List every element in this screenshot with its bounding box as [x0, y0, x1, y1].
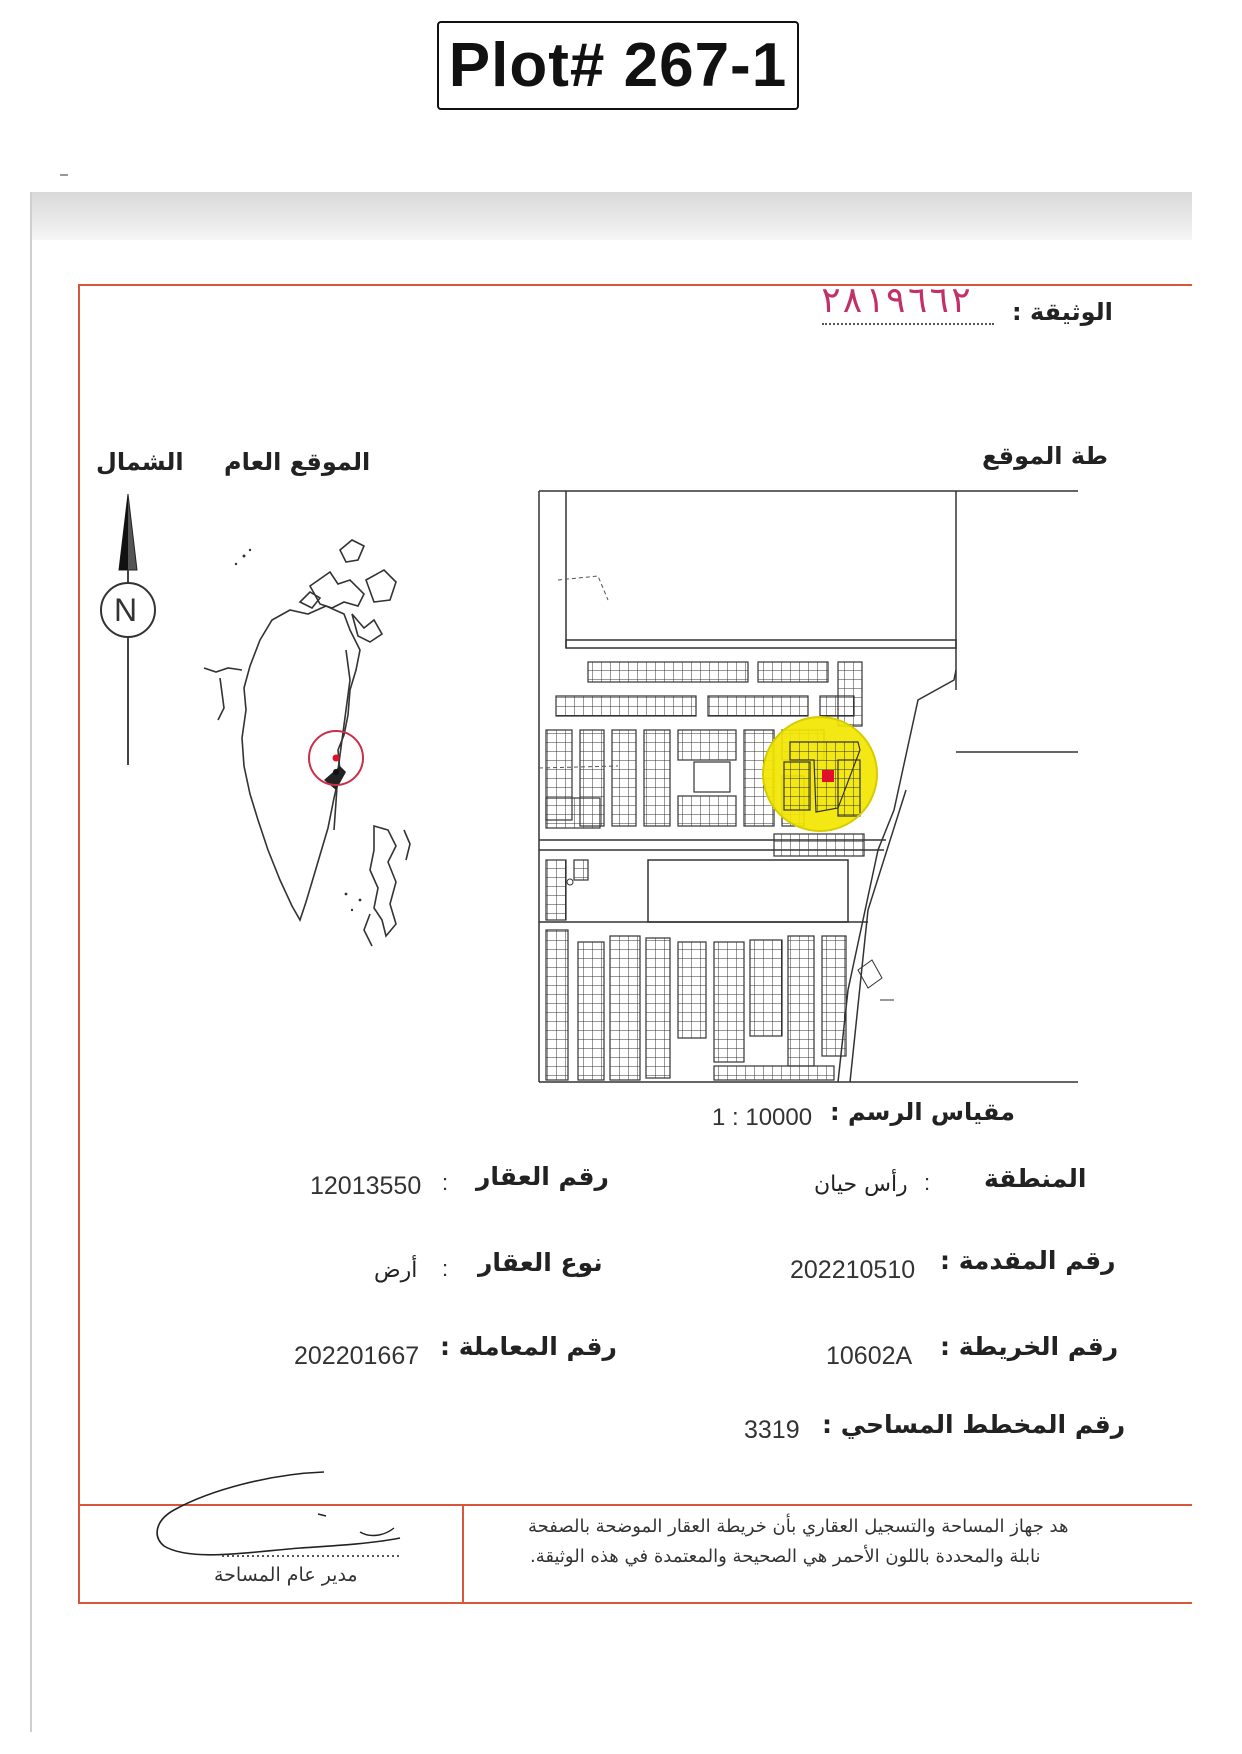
map-number-value: 10602A: [826, 1342, 913, 1370]
transaction-number-label: رقم المعاملة :: [440, 1332, 617, 1361]
area-label: المنطقة: [984, 1164, 1087, 1193]
general-location-heading: الموقع العام: [224, 448, 371, 476]
property-number-label: رقم العقار: [476, 1162, 609, 1191]
scale-value: 1 : 10000: [712, 1104, 813, 1131]
property-type-label: نوع العقار: [478, 1248, 603, 1277]
property-number-separator: :: [442, 1170, 449, 1195]
document-number: ٢٨١٩٦٦٢: [820, 280, 972, 321]
document-number-dotted-line: [822, 323, 994, 325]
property-type-value: أرض: [374, 1258, 418, 1283]
signature: [150, 1462, 410, 1562]
north-letter: N: [114, 592, 138, 628]
property-type-separator: :: [442, 1256, 449, 1281]
area-separator: :: [924, 1170, 931, 1195]
property-number-value: 12013550: [310, 1172, 422, 1200]
location-map-heading: طة الموقع: [982, 442, 1108, 470]
document-label: الوثيقة :: [1012, 298, 1113, 326]
footer-column-divider: [462, 1504, 464, 1602]
application-number-value: 202210510: [790, 1256, 916, 1284]
scan-mark: [60, 174, 68, 176]
north-heading: الشمال: [96, 448, 184, 476]
scale-label: مقياس الرسم :: [830, 1098, 1015, 1126]
signatory-title: مدير عام المساحة: [214, 1564, 358, 1586]
map-number-label: رقم الخريطة :: [940, 1332, 1119, 1361]
scan-edge-line: [30, 192, 32, 1732]
certification-line-1: هد جهاز المساحة والتسجيل العقاري بأن خريطة العقار الموضحة بالصفحة: [528, 1516, 1069, 1537]
certification-line-2: نابلة والمحددة باللون الأحمر هي الصحيحة والمعتمدة في هذه الوثيقة.: [530, 1546, 1041, 1567]
application-number-label: رقم المقدمة :: [940, 1246, 1116, 1275]
area-value: رأس حيان: [814, 1172, 908, 1197]
survey-plan-label: رقم المخطط المساحي :: [822, 1410, 1126, 1439]
location-map: [538, 490, 1078, 1088]
scan-shadow: [30, 192, 1192, 240]
plot-title: Plot# 267-1: [437, 21, 799, 110]
survey-plan-value: 3319: [744, 1416, 800, 1444]
transaction-number-value: 202201667: [294, 1342, 420, 1370]
general-location-map: [160, 510, 460, 1040]
